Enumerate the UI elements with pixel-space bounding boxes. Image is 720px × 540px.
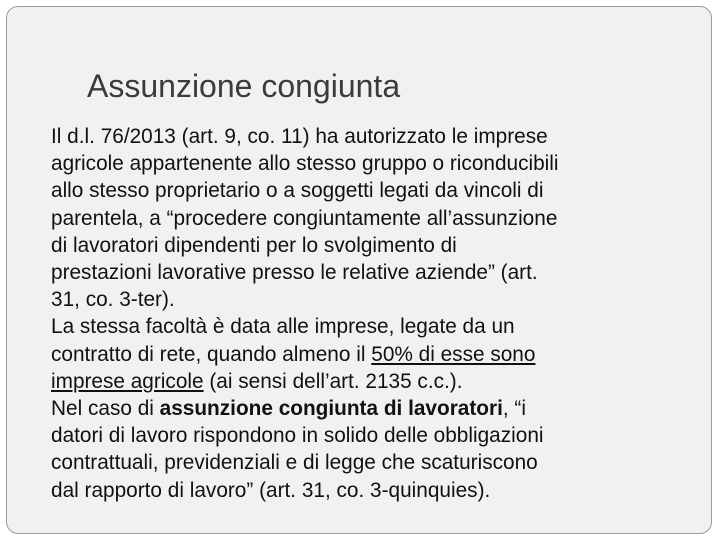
text-line bbox=[51, 395, 691, 422]
slide bbox=[6, 6, 712, 534]
text-line: prestazioni lavorative presso le relative aziende” (art. bbox=[51, 261, 538, 285]
underlined-text: imprese agricole bbox=[51, 369, 204, 393]
text-segment: contratto di rete, quando almeno il bbox=[51, 342, 372, 366]
text-line bbox=[51, 368, 691, 395]
text-segment: Nel caso di bbox=[51, 397, 160, 421]
text-line: 31, co. 3-ter). bbox=[51, 288, 175, 312]
underlined-text: 50% di esse sono bbox=[371, 342, 536, 366]
paragraph-law-reference bbox=[51, 123, 691, 313]
bold-text: assunzione congiunta di lavoratori bbox=[159, 397, 503, 421]
text-segment: , “i bbox=[502, 397, 526, 421]
text-segment: (ai sensi dell’art. 2135 c.c.). bbox=[203, 369, 463, 393]
text-line: agricole appartenente allo stesso gruppo o riconducibili bbox=[51, 152, 559, 176]
slide-title: Assunzione congiunta bbox=[87, 68, 401, 104]
paragraph-network-contract bbox=[51, 313, 691, 395]
text-line: di lavoratori dipendenti per lo svolgimento di bbox=[51, 233, 457, 257]
text-line bbox=[51, 341, 691, 368]
slide-body bbox=[51, 123, 691, 504]
text-line: contrattuali, previdenziali e di legge che scaturiscono bbox=[51, 451, 538, 475]
text-line: Il d.l. 76/2013 (art. 9, co. 11) ha autorizzato le imprese bbox=[51, 125, 548, 148]
text-line: datori di lavoro rispondono in solido delle obbligazioni bbox=[51, 424, 544, 448]
text-line: La stessa facoltà è data alle imprese, legate da un bbox=[51, 315, 515, 339]
text-line: allo stesso proprietario o a soggetti legati da vincoli di bbox=[51, 179, 544, 203]
paragraph-joint-liability bbox=[51, 395, 691, 504]
text-line: dal rapporto di lavoro” (art. 31, co. 3-quinquies). bbox=[51, 478, 491, 502]
text-line: parentela, a “procedere congiuntamente all’assunzione bbox=[51, 206, 558, 230]
